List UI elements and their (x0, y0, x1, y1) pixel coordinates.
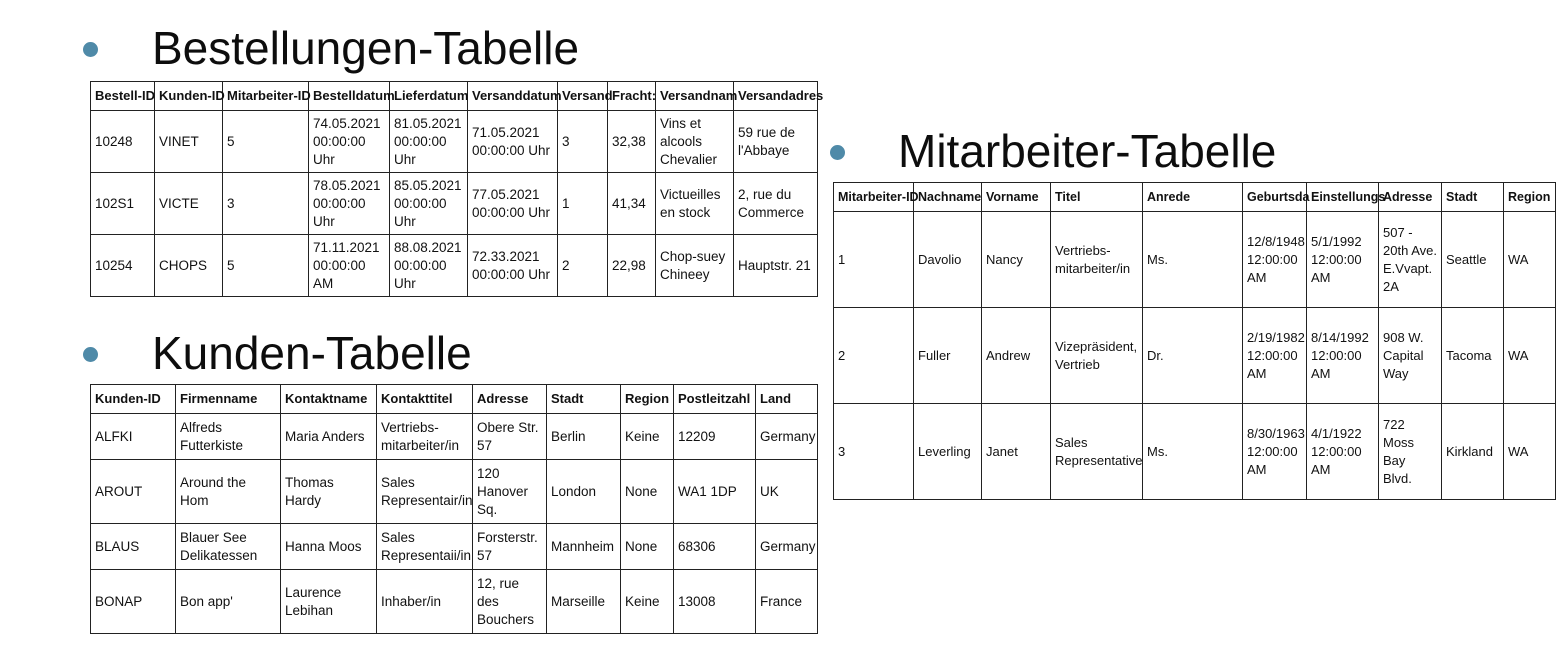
table-row (91, 460, 818, 524)
column-header: Kontakttitel (377, 385, 473, 414)
employees-heading (820, 115, 1560, 179)
table-cell: Keine (621, 414, 674, 460)
table-cell: 88.08.2021 00:00:00 Uhr (390, 235, 468, 297)
table-cell: Davolio (914, 212, 982, 308)
table-cell: Germany (756, 524, 818, 570)
customers-title: Kunden-Tabelle (152, 327, 472, 379)
table-cell: 5 (223, 111, 309, 173)
table-cell: Sales Representair/in (377, 460, 473, 524)
table-cell: 908 W. Capital Way (1379, 308, 1442, 404)
table-cell: 59 rue de l'Abbaye (734, 111, 818, 173)
table-cell: 102S1 (91, 173, 155, 235)
table-cell: Fuller (914, 308, 982, 404)
column-header: Mitarbeiter-ID (223, 82, 309, 111)
table-cell: 5 (223, 235, 309, 297)
column-header: Nachname (914, 183, 982, 212)
column-header: Anrede (1143, 183, 1243, 212)
table-cell: Berlin (547, 414, 621, 460)
bullet-icon (83, 347, 98, 362)
table-cell: 2 (558, 235, 608, 297)
table-cell: 2/19/1982 12:00:00 AM (1243, 308, 1307, 404)
table-cell: Forsterstr. 57 (473, 524, 547, 570)
table-cell: France (756, 570, 818, 634)
orders-section (0, 0, 830, 300)
table-cell: Marseille (547, 570, 621, 634)
table-cell: Maria Anders (281, 414, 377, 460)
column-header: Bestelldatum (309, 82, 390, 111)
table-row (91, 570, 818, 634)
orders-header-row (91, 82, 818, 111)
table-cell: ALFKI (91, 414, 176, 460)
table-cell: Keine (621, 570, 674, 634)
table-row (834, 404, 1556, 500)
table-cell: AROUT (91, 460, 176, 524)
table-cell: 3 (558, 111, 608, 173)
table-cell: Vertriebs- mitarbeiter/in (377, 414, 473, 460)
table-cell: 12209 (674, 414, 756, 460)
table-cell: Janet (982, 404, 1051, 500)
customers-heading (0, 320, 830, 384)
orders-heading (0, 0, 830, 74)
table-cell: WA1 1DP (674, 460, 756, 524)
column-header: Kunden-ID (155, 82, 223, 111)
table-cell: WA (1504, 404, 1556, 500)
table-row (91, 111, 818, 173)
bullet-icon (830, 145, 845, 160)
column-header: Fracht: (608, 82, 656, 111)
table-cell: Mannheim (547, 524, 621, 570)
column-header: Bestell-ID (91, 82, 155, 111)
table-row (91, 414, 818, 460)
table-row (834, 212, 1556, 308)
column-header: Einstellungs (1307, 183, 1379, 212)
table-cell: VICTE (155, 173, 223, 235)
table-row (834, 308, 1556, 404)
orders-table (90, 81, 824, 297)
column-header: Stadt (1442, 183, 1504, 212)
table-cell: Around the Hom (176, 460, 281, 524)
table-cell: 8/30/1963 12:00:00 AM (1243, 404, 1307, 500)
table-cell: CHOPS (155, 235, 223, 297)
table-cell: WA (1504, 212, 1556, 308)
table-cell: Chop-suey Chineey (656, 235, 734, 297)
customers-table (90, 384, 818, 634)
table-cell: Dr. (1143, 308, 1243, 404)
table-cell: 81.05.2021 00:00:00 Uhr (390, 111, 468, 173)
table-cell: 10248 (91, 111, 155, 173)
table-cell: Vins et alcools Chevalier (656, 111, 734, 173)
table-cell: 2 (834, 308, 914, 404)
table-cell: Laurence Lebihan (281, 570, 377, 634)
table-cell: Hanna Moos (281, 524, 377, 570)
table-cell: Ms. (1143, 404, 1243, 500)
table-cell: Kirkland (1442, 404, 1504, 500)
table-cell: 507 - 20th Ave. E.Vvapt. 2A (1379, 212, 1442, 308)
table-cell: Obere Str. 57 (473, 414, 547, 460)
table-cell: 41,34 (608, 173, 656, 235)
table-cell: 74.05.2021 00:00:00 Uhr (309, 111, 390, 173)
table-cell: 71.05.2021 00:00:00 Uhr (468, 111, 558, 173)
table-cell: WA (1504, 308, 1556, 404)
table-cell: Victueilles en stock (656, 173, 734, 235)
column-header: Versand (558, 82, 608, 111)
column-header: Geburtsda (1243, 183, 1307, 212)
table-cell: Thomas Hardy (281, 460, 377, 524)
column-header: Lieferdatum (390, 82, 468, 111)
column-header: Versandnam (656, 82, 734, 111)
table-cell: Andrew (982, 308, 1051, 404)
table-cell: 68306 (674, 524, 756, 570)
column-header: Region (1504, 183, 1556, 212)
column-header: Adresse (473, 385, 547, 414)
table-cell: 13008 (674, 570, 756, 634)
table-cell: Sales Representaii/in (377, 524, 473, 570)
table-row (91, 173, 818, 235)
employees-title: Mitarbeiter-Tabelle (898, 125, 1277, 177)
table-cell: None (621, 524, 674, 570)
table-cell: 12/8/1948 12:00:00 AM (1243, 212, 1307, 308)
table-cell: 120 Hanover Sq. (473, 460, 547, 524)
column-header: Mitarbeiter-ID (834, 183, 914, 212)
table-cell: Vertriebs- mitarbeiter/in (1051, 212, 1143, 308)
table-cell: 1 (558, 173, 608, 235)
table-cell: 3 (834, 404, 914, 500)
column-header: Vorname (982, 183, 1051, 212)
table-cell: Hauptstr. 21 (734, 235, 818, 297)
table-cell: Leverling (914, 404, 982, 500)
table-cell: Sales Representative (1051, 404, 1143, 500)
table-cell: BONAP (91, 570, 176, 634)
table-cell: 4/1/1922 12:00:00 AM (1307, 404, 1379, 500)
table-cell: 85.05.2021 00:00:00 Uhr (390, 173, 468, 235)
column-header: Land (756, 385, 818, 414)
column-header: Titel (1051, 183, 1143, 212)
table-cell: 72.33.2021 00:00:00 Uhr (468, 235, 558, 297)
table-cell: 32,38 (608, 111, 656, 173)
table-cell: Blauer See Delikatessen (176, 524, 281, 570)
table-cell: 10254 (91, 235, 155, 297)
customers-section (0, 320, 830, 650)
table-cell: 722 Moss Bay Blvd. (1379, 404, 1442, 500)
table-cell: None (621, 460, 674, 524)
table-cell: 12, rue des Bouchers (473, 570, 547, 634)
employees-section (820, 115, 1560, 515)
table-cell: 1 (834, 212, 914, 308)
table-cell: Inhaber/in (377, 570, 473, 634)
table-cell: Ms. (1143, 212, 1243, 308)
table-cell: London (547, 460, 621, 524)
table-cell: Nancy (982, 212, 1051, 308)
employees-table (833, 182, 1556, 500)
table-cell: 78.05.2021 00:00:00 Uhr (309, 173, 390, 235)
table-cell: 5/1/1992 12:00:00 AM (1307, 212, 1379, 308)
table-cell: Vizepräsident, Vertrieb (1051, 308, 1143, 404)
table-cell: 22,98 (608, 235, 656, 297)
table-cell: UK (756, 460, 818, 524)
column-header: Adresse (1379, 183, 1442, 212)
table-cell: 2, rue du Commerce (734, 173, 818, 235)
table-cell: BLAUS (91, 524, 176, 570)
customers-header-row (91, 385, 818, 414)
column-header: Region (621, 385, 674, 414)
table-cell: Germany (756, 414, 818, 460)
column-header: Kontaktname (281, 385, 377, 414)
table-cell: Seattle (1442, 212, 1504, 308)
table-cell: 71.11.2021 00:00:00 AM (309, 235, 390, 297)
table-cell: 3 (223, 173, 309, 235)
column-header: Stadt (547, 385, 621, 414)
table-row (91, 524, 818, 570)
bullet-icon (83, 42, 98, 57)
table-cell: Bon app' (176, 570, 281, 634)
table-cell: 77.05.2021 00:00:00 Uhr (468, 173, 558, 235)
table-cell: 8/14/1992 12:00:00 AM (1307, 308, 1379, 404)
column-header: Versandadres (734, 82, 818, 111)
column-header: Versanddatum (468, 82, 558, 111)
orders-title: Bestellungen-Tabelle (152, 22, 580, 74)
column-header: Firmenname (176, 385, 281, 414)
table-row (91, 235, 818, 297)
column-header: Postleitzahl (674, 385, 756, 414)
table-cell: Tacoma (1442, 308, 1504, 404)
table-cell: VINET (155, 111, 223, 173)
table-cell: Alfreds Futterkiste (176, 414, 281, 460)
employees-header-row (834, 183, 1556, 212)
column-header: Kunden-ID (91, 385, 176, 414)
